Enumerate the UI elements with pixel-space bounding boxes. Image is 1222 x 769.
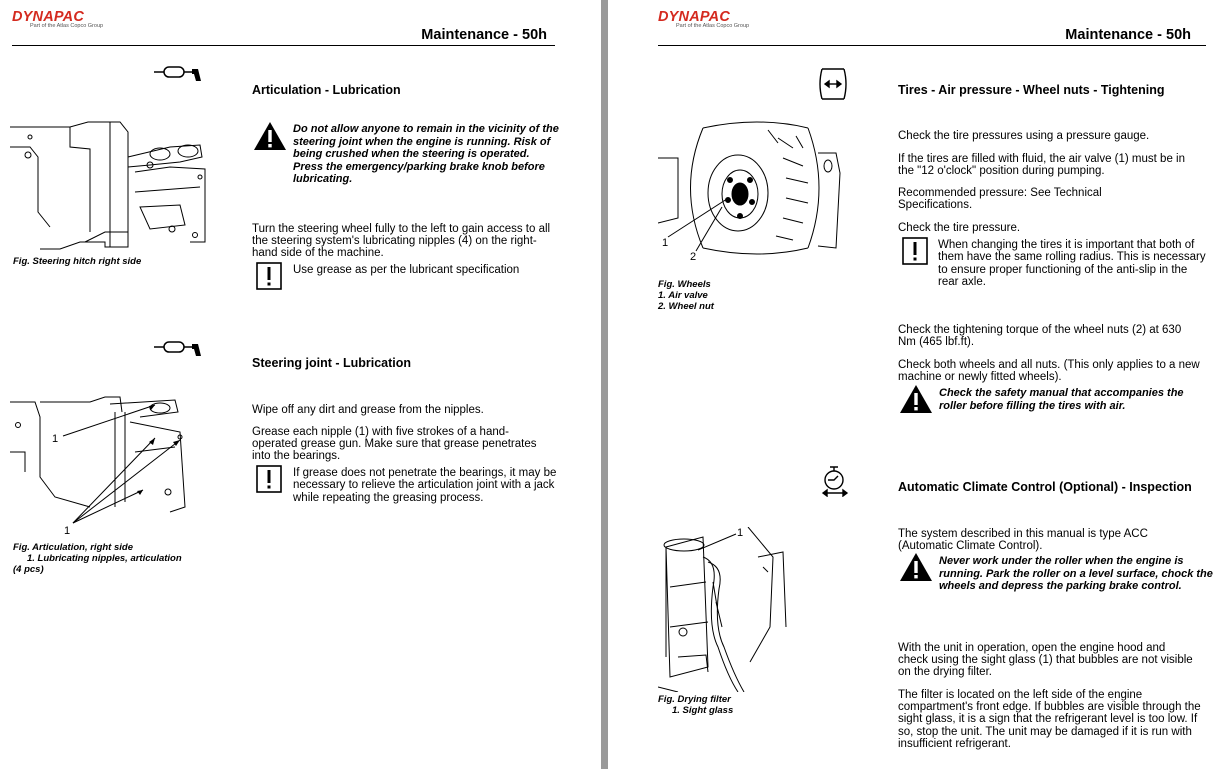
body-text-filter-location: The filter is located on the left side of the engine compartment's front edge. If bubbles are visible through the sight glass, it is a sign that the refrigerant level is too low. If so, stop the unit. The unit may be damaged if it is run with insufficient refrigerant. (898, 689, 1201, 750)
body-text-wipe-nipples: Wipe off any dirt and grease from the nipples. (252, 404, 484, 416)
body-text-check-wheels: Check both wheels and all nuts. (This only applies to a new machine or newly fitted wheels). (898, 359, 1200, 384)
section-heading-articulation: Articulation - Lubrication (252, 83, 401, 97)
callout-label-1-bottom: 1 (64, 525, 71, 537)
callout-label-sight-glass: 1 (737, 527, 744, 539)
logo-tagline: Part of the Atlas Copco Group (30, 23, 104, 29)
warning-engine-running: Never work under the roller when the engine is running. Park the roller on a level surface, chock the wheels and depress the parking brake control. (939, 555, 1213, 592)
figure-caption-wheels: Fig. Wheels 1. Air valve 2. Wheel nut (658, 279, 714, 312)
filter-leader-line (698, 532, 740, 552)
steering-hitch-drawing (10, 117, 220, 257)
dynapac-logo: DYNAPAC (12, 9, 85, 25)
warning-triangle-icon (899, 552, 933, 582)
page-header-title: Maintenance - 50h (421, 27, 547, 43)
page-header-title: Maintenance - 50h (1065, 27, 1191, 43)
warning-triangle-icon (899, 384, 933, 414)
figure-caption-articulation: Fig. Articulation, right side 1. Lubricating nipples, articulation (4 pcs) (13, 542, 182, 575)
note-grease-penetration: If grease does not penetrate the bearings, it may be necessary to relieve the articulation joint with a jack while repeating the greasing process. (293, 467, 557, 504)
callout-label-air-valve: 1 (662, 237, 669, 249)
climate-control-icon (819, 465, 851, 497)
note-exclamation-icon (902, 237, 928, 265)
figure-caption-steering-hitch: Fig. Steering hitch right side (13, 256, 142, 267)
note-grease-spec: Use grease as per the lubricant specification (293, 264, 520, 276)
wheel-leader-lines (666, 195, 726, 255)
section-heading-tires: Tires - Air pressure - Wheel nuts - Tightening (898, 83, 1165, 97)
body-text-check-pressures: Check the tire pressures using a pressure gauge. (898, 130, 1150, 142)
note-rolling-radius: When changing the tires it is important that both of them have the same rolling radius. This is necessary to ensure proper functioning of the anti-slip in the rear axle. (938, 239, 1206, 289)
note-exclamation-icon (256, 262, 282, 290)
tire-pressure-icon (816, 67, 850, 101)
header-rule (658, 45, 1206, 46)
body-text-recommended-pressure: Recommended pressure: See Technical Specifications. (898, 187, 1102, 212)
section-heading-steering-joint: Steering joint - Lubrication (252, 356, 412, 370)
header-rule (12, 45, 555, 46)
grease-gun-icon (154, 340, 202, 360)
figure-caption-drying-filter: Fig. Drying filter 1. Sight glass (658, 694, 734, 716)
grease-gun-icon (154, 65, 202, 85)
body-text-wheel-nut-torque: Check the tightening torque of the wheel nuts (2) at 630 Nm (465 lbf.ft). (898, 324, 1182, 349)
callout-label-wheel-nut: 2 (690, 251, 697, 263)
body-text-steering-wheel: Turn the steering wheel fully to the left to gain access to all the steering system's lubricating nipples (4) on the right-hand side of the machine. (252, 223, 551, 260)
warning-text-steering-joint: Do not allow anyone to remain in the vicinity of the steering joint when the engine is running. Risk of being crushed when the steering is operated. Press the emergency/parking brake knob before lubricating. (293, 123, 559, 185)
logo-tagline: Part of the Atlas Copco Group (676, 23, 750, 29)
body-text-check-tire-pressure: Check the tire pressure. (898, 222, 1021, 234)
left-page (0, 0, 601, 769)
callout-label-1-top: 1 (52, 433, 59, 445)
dynapac-logo: DYNAPAC (658, 9, 731, 25)
note-exclamation-icon (256, 465, 282, 493)
right-page (608, 0, 1222, 769)
body-text-acc-system: The system described in this manual is type ACC (Automatic Climate Control). (898, 528, 1148, 553)
callout-leader-lines (55, 400, 190, 530)
body-text-grease-nipples: Grease each nipple (1) with five strokes of a hand-operated grease gun. Make sure that grease penetrates into the bearings. (252, 426, 537, 463)
warning-safety-manual: Check the safety manual that accompanies the roller before filling the tires with air. (939, 387, 1184, 412)
body-text-sight-glass: With the unit in operation, open the engine hood and check using the sight glass (1) that bubbles are not visible on the drying filter. (898, 642, 1193, 679)
body-text-air-valve: If the tires are filled with fluid, the air valve (1) must be in the "12 o'clock" position during pumping. (898, 153, 1185, 178)
warning-triangle-icon (253, 121, 287, 151)
section-heading-climate-control: Automatic Climate Control (Optional) - Inspection (898, 480, 1192, 494)
page-gutter (601, 0, 608, 769)
